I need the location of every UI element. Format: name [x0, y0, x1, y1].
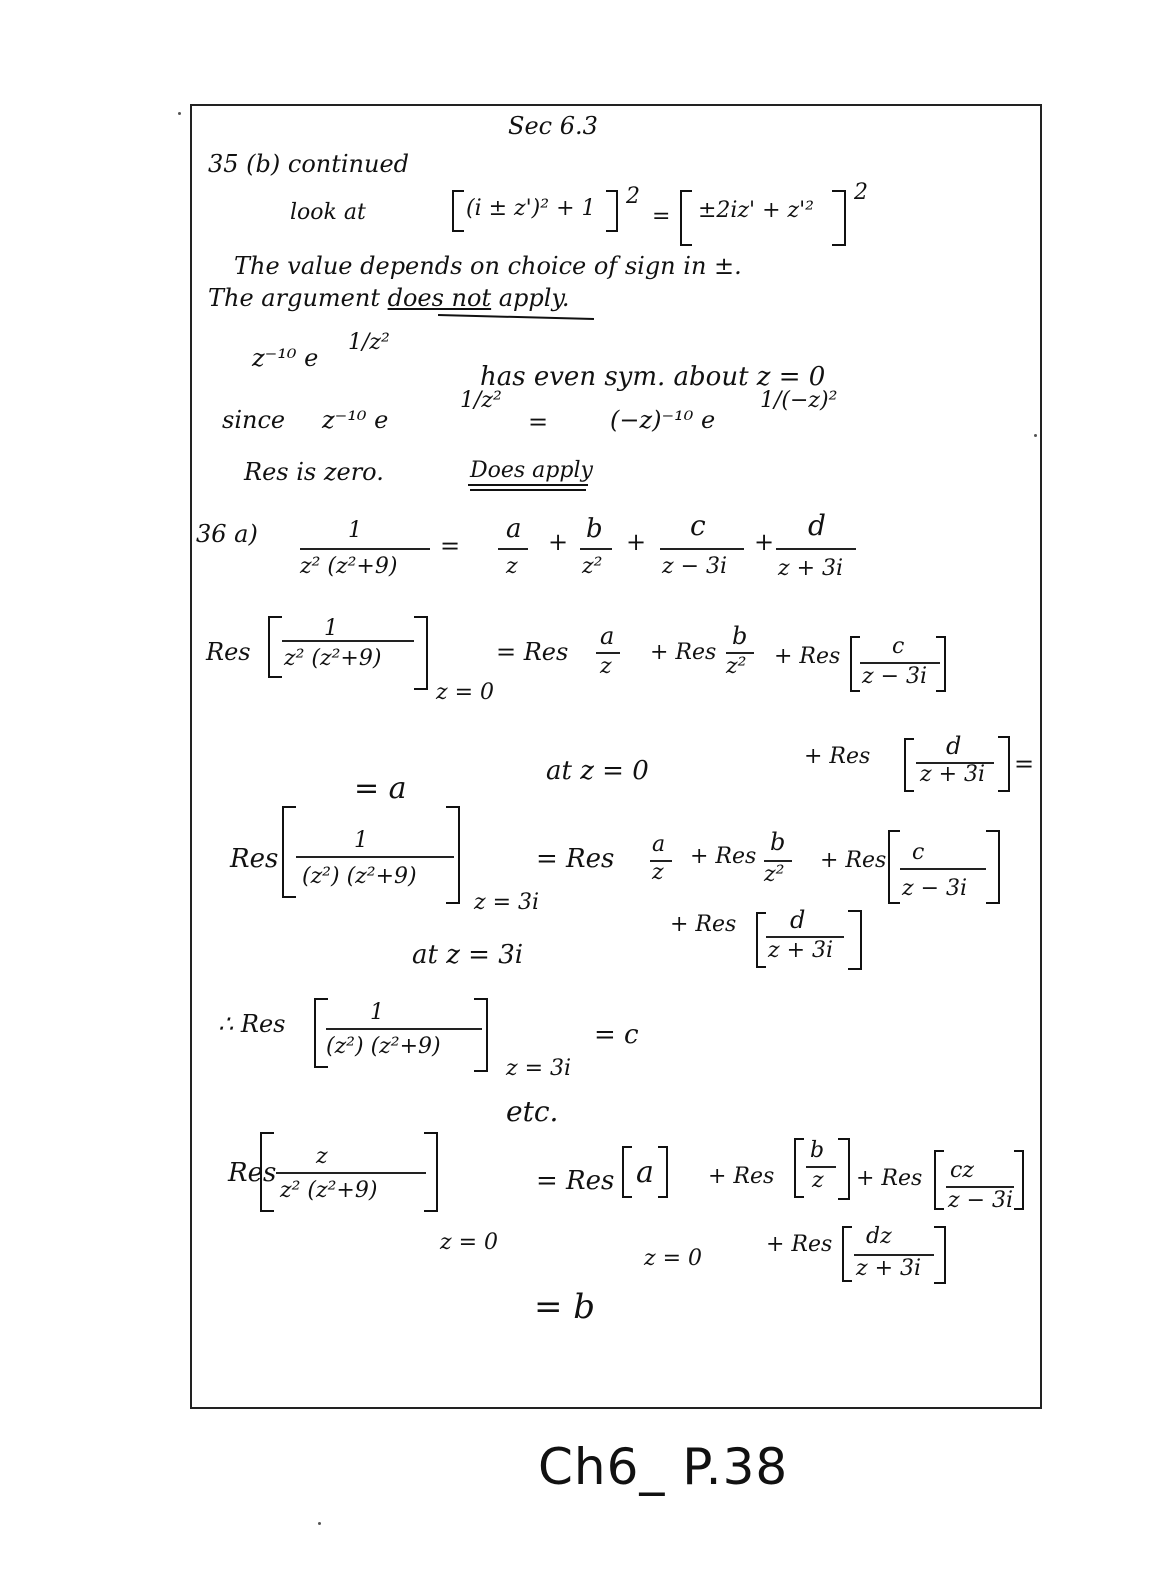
- term-numerator: b: [732, 622, 748, 650]
- function-exponent: 1/z²: [348, 330, 390, 355]
- term-numerator: c: [892, 634, 905, 659]
- fraction-numerator: z: [316, 1144, 328, 1169]
- fraction-bar: [900, 868, 986, 870]
- right-bracket: [474, 998, 488, 1072]
- fraction-denominator: z² (z²+9): [280, 1178, 378, 1203]
- fraction-denominator: z² (z²+9): [300, 554, 398, 579]
- underline-stroke: [470, 489, 586, 491]
- left-bracket: [904, 738, 914, 792]
- left-bracket: [282, 806, 296, 898]
- result-b: = b: [534, 1287, 596, 1327]
- fraction-bar: [276, 1172, 426, 1174]
- term-numerator: b: [810, 1138, 825, 1163]
- right-bracket: [986, 830, 1000, 904]
- evaluation-point: z = 3i: [506, 1056, 572, 1081]
- right-bracket: [658, 1146, 668, 1198]
- res-expansion: = Res: [536, 844, 615, 874]
- term-denominator: z − 3i: [662, 554, 728, 579]
- fraction-numerator: 1: [354, 828, 368, 853]
- fraction-numerator: 1: [370, 1000, 384, 1025]
- square-exponent: 2: [854, 180, 868, 205]
- square-exponent: 2: [626, 184, 640, 209]
- plus-sign: +: [626, 528, 647, 556]
- term-denominator: z − 3i: [862, 664, 928, 689]
- evaluation-point: z = 0: [644, 1246, 703, 1271]
- right-bracket: [446, 806, 460, 904]
- right-bracket: [934, 1226, 946, 1284]
- fraction-bar: [660, 548, 744, 550]
- plus-sign: +: [754, 528, 775, 556]
- argument-sentence: The argument does not apply.: [208, 284, 570, 312]
- equals-sign: =: [652, 204, 671, 229]
- scan-speck: [318, 1522, 321, 1525]
- problem-35b-title: 35 (b) continued: [208, 150, 410, 178]
- left-bracket: [452, 190, 464, 232]
- right-bracket: [606, 190, 618, 232]
- term-numerator: d: [946, 732, 962, 760]
- res-label: Res: [206, 638, 251, 666]
- right-bracket: [936, 636, 946, 692]
- left-bracket: [268, 616, 282, 678]
- right-bracket: [832, 190, 846, 246]
- result-a: = a: [354, 771, 407, 806]
- term-numerator: d: [790, 906, 806, 934]
- etc-note: etc.: [506, 1095, 559, 1128]
- term-a: a: [636, 1155, 654, 1190]
- residue-zero-statement: Res is zero.: [244, 458, 384, 486]
- fraction-bar: [300, 548, 430, 550]
- term-numerator: c: [690, 509, 706, 542]
- left-bracket: [842, 1226, 852, 1282]
- evaluation-point: z = 0: [436, 680, 495, 705]
- term-denominator: z + 3i: [778, 556, 844, 581]
- since-rhs: (−z)⁻¹⁰ e: [610, 406, 716, 434]
- term-numerator: b: [770, 828, 786, 856]
- left-bracket: [888, 830, 900, 904]
- since-lhs: z⁻¹⁰ e: [322, 406, 389, 434]
- fraction-denominator: (z²) (z²+9): [326, 1034, 441, 1059]
- res-term-prefix: + Res: [856, 1166, 923, 1191]
- fraction-bar: [282, 640, 414, 642]
- term-denominator: z: [812, 1168, 824, 1193]
- term-numerator: a: [506, 514, 522, 544]
- equals-sign: =: [440, 532, 461, 560]
- equals-sign: =: [528, 408, 549, 436]
- scan-speck: [178, 112, 181, 115]
- res-label: Res: [230, 844, 279, 874]
- since-rhs-exponent: 1/(−z)²: [760, 388, 838, 413]
- expr-left: (i ± z')² + 1: [466, 196, 596, 221]
- scan-speck: [1034, 434, 1037, 437]
- left-bracket: [756, 912, 766, 968]
- at-point-note: at z = 0: [546, 756, 649, 786]
- right-bracket: [848, 910, 862, 970]
- plus-sign: +: [548, 528, 569, 556]
- value-sentence: The value depends on choice of sign in ±.: [234, 252, 742, 280]
- look-at-label: look at: [290, 200, 366, 225]
- res-term-prefix: + Res: [774, 644, 841, 669]
- underline-stroke: [468, 484, 588, 486]
- res-term-prefix: + Res: [708, 1164, 775, 1189]
- therefore-res: ∴ Res: [218, 1010, 286, 1038]
- term-numerator: b: [586, 514, 603, 544]
- res-label: Res: [228, 1158, 277, 1188]
- term-numerator: c: [912, 840, 925, 865]
- left-bracket: [260, 1132, 274, 1212]
- res-term-prefix: + Res: [670, 912, 737, 937]
- since-label: since: [222, 406, 286, 434]
- fraction-denominator: z² (z²+9): [284, 646, 382, 671]
- function-expression: z⁻¹⁰ e: [252, 344, 319, 372]
- fraction-numerator: 1: [324, 616, 338, 641]
- right-bracket: [998, 736, 1010, 792]
- problem-36a-label: 36 a): [196, 520, 258, 548]
- fraction-numerator: 1: [348, 518, 362, 543]
- term-numerator: a: [652, 832, 666, 857]
- does-apply-emphasis: Does apply: [470, 458, 593, 483]
- right-bracket: [838, 1138, 850, 1200]
- expr-right: ±2iz' + z'²: [698, 198, 814, 223]
- left-bracket: [622, 1146, 632, 1198]
- term-denominator: z: [506, 554, 518, 579]
- res-term-prefix: + Res: [766, 1232, 833, 1257]
- since-lhs-exponent: 1/z²: [460, 388, 502, 413]
- res-term-prefix: + Res: [820, 848, 887, 873]
- evaluation-point: z = 0: [440, 1230, 499, 1255]
- term-denominator: z²: [764, 862, 785, 887]
- left-bracket: [850, 636, 860, 692]
- page-footer-label: Ch6_ P.38: [538, 1438, 789, 1496]
- term-numerator: dz: [866, 1224, 892, 1249]
- left-bracket: [680, 190, 692, 246]
- term-denominator: z + 3i: [920, 762, 986, 787]
- term-numerator: a: [600, 622, 615, 650]
- term-denominator: z − 3i: [948, 1188, 1014, 1213]
- left-bracket: [794, 1138, 804, 1198]
- left-bracket: [934, 1150, 944, 1210]
- even-symmetry-statement: has even sym. about z = 0: [480, 362, 826, 392]
- right-bracket: [414, 616, 428, 690]
- fraction-bar: [326, 1028, 482, 1030]
- term-denominator: z − 3i: [902, 876, 968, 901]
- fraction-bar: [498, 548, 528, 550]
- fraction-bar: [580, 548, 612, 550]
- term-denominator: z + 3i: [856, 1256, 922, 1281]
- fraction-bar: [776, 548, 856, 550]
- term-numerator: cz: [950, 1158, 974, 1183]
- right-bracket: [424, 1132, 438, 1212]
- term-denominator: z: [652, 860, 664, 885]
- evaluation-point: z = 3i: [474, 890, 540, 915]
- res-term-prefix: + Res: [650, 640, 717, 665]
- does-not-emphasis: does not: [387, 284, 492, 312]
- at-point-note: at z = 3i: [412, 940, 524, 970]
- term-denominator: z²: [726, 654, 747, 679]
- res-expansion: = Res: [536, 1166, 615, 1196]
- right-bracket: [1014, 1150, 1024, 1210]
- fraction-bar: [296, 856, 454, 858]
- section-header: Sec 6.3: [508, 112, 598, 140]
- fraction-denominator: (z²) (z²+9): [302, 864, 417, 889]
- res-term-prefix: + Res: [690, 844, 757, 869]
- result-c: = c: [594, 1020, 639, 1050]
- term-denominator: z: [600, 654, 612, 679]
- term-denominator: z + 3i: [768, 938, 834, 963]
- equals-sign: =: [1014, 750, 1035, 778]
- term-numerator: d: [808, 509, 826, 542]
- res-term-prefix: + Res: [804, 744, 871, 769]
- res-expansion: = Res: [496, 638, 569, 666]
- term-denominator: z²: [582, 554, 603, 579]
